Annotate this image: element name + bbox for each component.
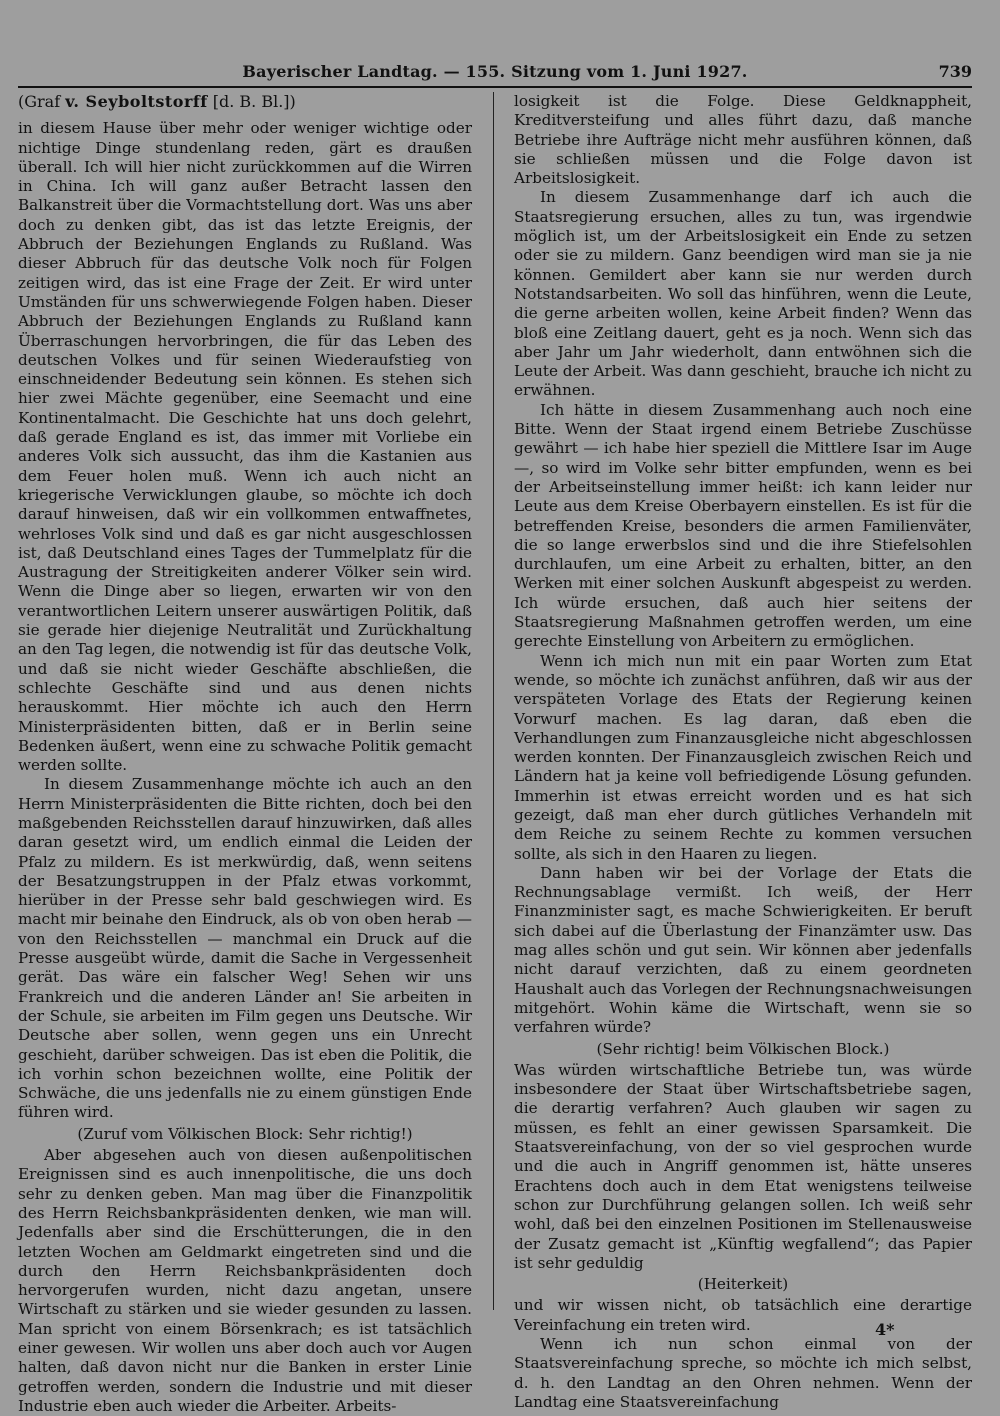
speaker-line xyxy=(18,92,472,111)
column-divider xyxy=(493,92,494,1310)
interjection: (Heiterkeit) xyxy=(697,1275,789,1294)
speaker-suffix: [d. B. Bl.]) xyxy=(207,92,296,111)
page-header xyxy=(18,60,972,88)
paragraph: In diesem Zusammenhange möchte ich auch an den Herrn Ministerpräsidenten die Bitte richten, doch bei den maßgebenden Reichsstellen darauf hinzuwirken, daß alles daran gesetzt wird, um endlich einmal die Leiden der Pfalz zu mildern. Es ist merkwürdig, daß, wenn seitens der Besatzungstruppen in der Pfalz etwas vorkommt, hierüber in der Presse sehr bald geschwiegen wird. Es macht mir beinahe den Eindruck, als ob von oben herab — von den Reichsstellen — manchmal ein Druck auf die Presse ausgeübt würde, damit die Sache in Vergessenheit gerät. Das wäre ein falscher Weg! Sehen wir uns Frankreich und die anderen Länder an! Sie arbeiten in der Schule, sie arbeiten im Film gegen uns Deutsche. Wir Deutsche aber sollen, wenn gegen uns ein Unrecht geschieht, darüber schweigen. Das ist eben die Politik, die ich vorhin schon bezeichnen wollte, eine Politik der Schwäche, die uns jedenfalls nie zu einem günstigen Ende führen wird. xyxy=(18,775,472,1122)
paragraph: In diesem Zusammenhange darf ich auch die Staatsregierung ersuchen, alles zu tun, was irgendwie möglich ist, um der Arbeitslosigkeit ein Ende zu setzen oder sie zu mildern. Ganz beendigen wird man sie ja nie können. Gemildert aber kann sie nur werden durch Notstandsarbeiten. Wo soll das hinführen, wenn die Leute, die gerne arbeiten wollen, keine Arbeit finden? Wenn das bloß eine Zeitlang dauert, geht es ja noch. Wenn sich das aber Jahr um Jahr wiederholt, dann entwöhnen sich die Leute der Arbeit. Was dann geschieht, brauche ich nicht zu erwähnen. xyxy=(514,188,972,400)
right-column xyxy=(514,92,972,1412)
paragraph: losigkeit ist die Folge. Diese Geldknappheit, Kreditversteifung und alles führt dazu, daß manche Betriebe ihre Aufträge nicht mehr ausführen können, daß sie schließen müssen und die Folge davon ist Arbeitslosigkeit. xyxy=(514,92,972,188)
paragraph: in diesem Hause über mehr oder weniger wichtige oder nichtige Dinge stundenlang reden, gärt es draußen überall. Ich will hier nicht zurückkommen auf die Wirren in China. Ich will ganz außer Betracht lassen den Balkanstreit über die Vormachtstellung dort. Was uns aber doch zu denken gibt, das ist das letzte Ereignis, der Abbruch der Beziehungen Englands zu Rußland. Was dieser Abbruch für das deutsche Volk noch für Folgen zeitigen wird, das ist eine Frage der Zeit. Er wird unter Umständen für uns schwerwiegende Folgen haben. Dieser Abbruch der Beziehungen Englands zu Rußland kann Überraschungen hervorbringen, die für das Leben des deutschen Volkes und für seinen Wiederaufstieg von einschneidender Bedeutung sein können. Es stehen sich hier zwei Mächte gegenüber, eine Seemacht und eine Kontinentalmacht. Die Geschichte hat uns doch gelehrt, daß gerade England es ist, das immer mit Vorliebe ein anderes Volk sich aussucht, das ihm die Kastanien aus dem Feuer holen muß. Wenn ich auch nicht an kriegerische Verwicklungen glaube, so möchte ich doch darauf hinweisen, daß wir ein vollkommen entwaffnetes, wehrloses Volk sind und daß es gar nicht ausgeschlossen ist, daß Deutschland eines Tages der Tummelplatz für die Austragung der Streitigkeiten anderer Völker sein wird. Wenn die Dinge aber so liegen, erwarten wir von den verantwortlichen Leitern unserer auswärtigen Politik, daß sie gerade hier diejenige Neutralität und Zurückhaltung an den Tag legen, die notwendig ist für das deutsche Volk, und daß sie nicht wieder Geschäfte abschließen, die schlechte Geschäfte sind und aus denen nichts herauskommt. Hier möchte ich auch den Herrn Ministerpräsidenten bitten, daß er in Berlin seine Bedenken äußert, wenn eine zu schwache Politik gemacht werden sollte. xyxy=(18,119,472,775)
paragraph: und wir wissen nicht, ob tatsächlich eine derartige Vereinfachung ein treten wird. xyxy=(514,1296,972,1334)
speaker-prefix: (Graf xyxy=(18,92,66,111)
paragraph: Wenn ich nun schon einmal von der Staatsvereinfachung spreche, so möchte ich mich selbst, d. h. den Landtag an den Ohren nehmen. Wenn der Landtag eine Staatsvereinfachung xyxy=(514,1335,972,1411)
paragraph: Dann haben wir bei der Vorlage der Etats die Rechnungsablage vermißt. Ich weiß, der Herr Finanzminister sagt, es mache Schwierigkeiten. Er beruft sich dabei auf die Überlastung der Finanzämter usw. Das mag alles schön und gut sein. Wir können aber jedenfalls nicht darauf verzichten, daß zu einem geordneten Haushalt auch das Vorlegen der Rechnungsnachweisungen mitgehört. Wohin käme die Wirtschaft, wenn sie so verfahren würde? xyxy=(514,863,972,1037)
page-number: 739 xyxy=(938,62,972,81)
speaker-name: v. Seyboltstorff xyxy=(65,92,208,111)
paragraph: Ich hätte in diesem Zusammenhang auch noch eine Bitte. Wenn der Staat irgend einem Betriebe Zuschüsse gewährt — ich habe hier speziell die Mittlere Isar im Auge —, so wird im Volke sehr bitter empfunden, wenn es bei der Arbeitseinstellung immer heißt: ich kann leider nur Leute aus dem Kreise Oberbayern einstellen. Es ist für die betreffenden Kreise, besonders die armen Familienväter, die so lange erwerbslos sind und die ihre Stiefelsohlen durchlaufen, um eine Arbeit zu erhalten, bitter, an den Werken mit einer solchen Auskunft abgespeist zu werden. Ich würde ersuchen, daß auch hier seitens der Staatsregierung Maßnahmen getroffen werden, um eine gerechte Einstellung von Arbeitern zu ermöglichen. xyxy=(514,400,972,651)
running-title: Bayerischer Landtag. — 155. Sitzung vom 1. Juni 1927. xyxy=(242,62,748,81)
left-column xyxy=(18,92,472,1416)
sheet-signature: 4* xyxy=(875,1320,895,1339)
paragraph: Was würden wirtschaftliche Betriebe tun, was würde insbesondere der Staat über Wirtschaftsbetriebe sagen, die derartig verfahren? Auch glauben wir sagen zu müssen, es fehlt an einer gewissen Sparsamkeit. Die Staatsvereinfachung, von der so viel gesprochen wurde und die auch in Angriff genommen ist, hätte unseres Erachtens doch auch in dem Etat wenigstens teilweise schon zur Durchführung gelangen sollen. Ich weiß sehr wohl, daß bei den einzelnen Positionen im Stellenausweise der Zusatz gemacht ist „Künftig wegfallend“; das Papier ist sehr geduldig xyxy=(514,1060,972,1272)
paragraph: Wenn ich mich nun mit ein paar Worten zum Etat wende, so möchte ich zunächst anführen, daß wir aus der verspäteten Vorlage des Etats der Regierung keinen Vorwurf machen. Es lag daran, daß eben die Verhandlungen zum Finanzausgleiche nicht abgeschlossen werden konnten. Der Finanzausgleich zwischen Reich und Ländern hat ja keine voll befriedigende Lösung gefunden. Immerhin ist etwas erreicht worden und es hat sich gezeigt, daß man eher durch gütliches Verhandeln mit dem Reiche zu seinem Rechte zu kommen versuchen sollte, als sich in den Haaren zu liegen. xyxy=(514,651,972,863)
interjection: (Zuruf vom Völkischen Block: Sehr richtig!) xyxy=(77,1124,413,1143)
interjection: (Sehr richtig! beim Völkischen Block.) xyxy=(596,1039,890,1058)
paragraph: Aber abgesehen auch von diesen außenpolitischen Ereignissen sind es auch innenpolitische, die uns doch sehr zu denken geben. Man mag über die Finanzpolitik des Herrn Reichsbankpräsidenten denken, wie man will. Jedenfalls aber sind die Erschütterungen, die in den letzten Wochen am Geldmarkt eingetreten sind und die durch den Herrn Reichsbankpräsidenten doch hervorgerufen wurden, nicht dazu angetan, unsere Wirtschaft zu stärken und sie wieder gesunden zu lassen. Man spricht von einem Börsenkrach; es ist tatsächlich einer gewesen. Wir wollen uns aber doch auch vor Augen halten, daß davon nicht nur die Banken in erster Linie getroffen werden, sondern die Industrie und mit dieser Industrie eben auch wieder die Arbeiter. Arbeits- xyxy=(18,1146,472,1415)
